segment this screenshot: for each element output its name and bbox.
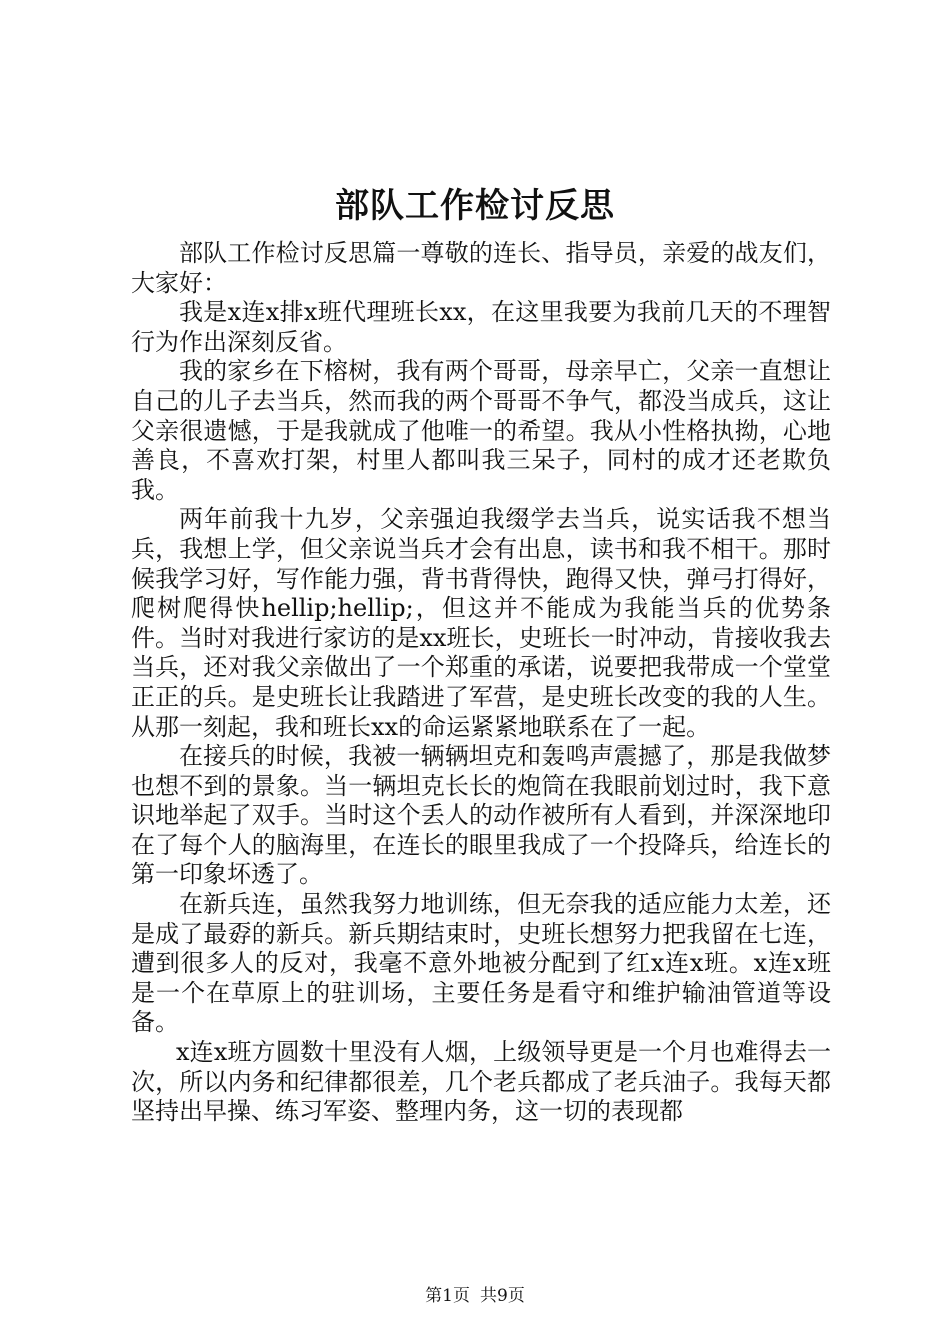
paragraph-recruit-company: 在新兵连，虽然我努力地训练，但无奈我的适应能力太差，还是成了最孬的新兵。新兵期结束时，史班长想努力把我留在七连，遭到很多人的反对，我毫不意外地被分配到了红x连x班。x连x班是一个在草原上的驻训场，主要任务是看守和维护输油管道等设备。 (131, 890, 831, 1037)
paragraph-reception: 在接兵的时候，我被一辆辆坦克和轰鸣声震撼了，那是我做梦也想不到的景象。当一辆坦克长长的炮筒在我眼前划过时，我下意识地举起了双手。当时这个丢人的动作被所有人看到，并深深地印在了每个人的脑海里，在连长的眼里我成了一个投降兵，给连长的第一印象坏透了。 (131, 742, 831, 889)
page-total: 共9页 (480, 1286, 525, 1306)
paragraph-hometown: 我的家乡在下榕树，我有两个哥哥，母亲早亡，父亲一直想让自己的儿子去当兵，然而我的两个哥哥不争气，都没当成兵，这让父亲很遗憾，于是我就成了他唯一的希望。我从小性格执拗，心地善良，不喜欢打架，村里人都叫我三呆子，同村的成才还老欺负我。 (131, 357, 831, 504)
page-footer (0, 1284, 950, 1308)
paragraph-introduction: 我是x连x排x班代理班长xx，在这里我要为我前几天的不理智行为作出深刻反省。 (131, 298, 831, 356)
document-body (131, 239, 831, 1127)
page-number: 第1页 (425, 1286, 470, 1306)
document-title: 部队工作检讨反思 (335, 186, 615, 226)
paragraph-greeting: 部队工作检讨反思篇一尊敬的连长、指导员，亲爱的战友们，大家好： (131, 239, 831, 297)
paragraph-enlistment: 两年前我十九岁，父亲强迫我缀学去当兵，说实话我不想当兵，我想上学，但父亲说当兵才会有出息，读书和我不相干。那时候我学习好，写作能力强，背书背得快，跑得又快，弹弓打得好，爬树爬得快hellip;hellip;，但这并不能成为我能当兵的优势条件。当时对我进行家访的是xx班长，史班长一时冲动，肯接收我去当兵，还对我父亲做出了一个郑重的承诺，说要把我带成一个堂堂正正的兵。是史班长让我踏进了军营，是史班长改变的我的人生。从那一刻起，我和班长xx的命运紧紧地联系在了一起。 (131, 505, 831, 741)
paragraph-outpost: x连x班方圆数十里没有人烟，上级领导更是一个月也难得去一次，所以内务和纪律都很差，几个老兵都成了老兵油子。我每天都坚持出早操、练习军姿、整理内务，这一切的表现都 (131, 1038, 831, 1126)
